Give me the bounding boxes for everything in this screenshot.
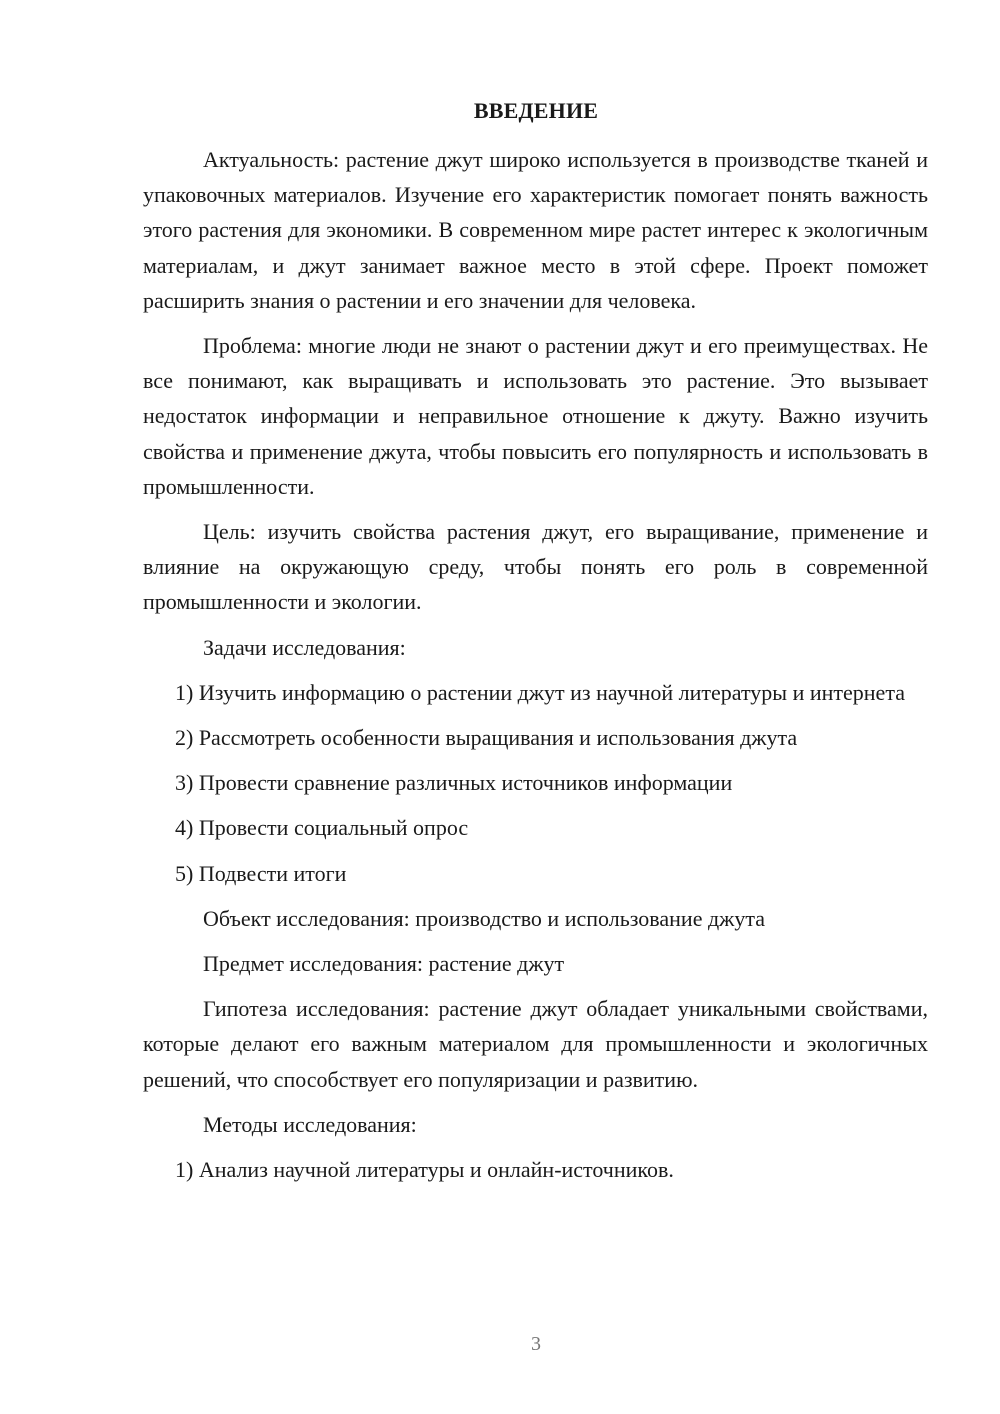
paragraph-relevance: Актуальность: растение джут широко используется в производстве тканей и упаковочных материалов. Изучение его характеристик помогает понять важность этого растения для экономики. В современном мире растет интерес к экологичным материалам, и джут занимает важное место в этой сфере. Проект поможет расширить знания о растении и его значении для человека. xyxy=(143,147,928,313)
task-item-5: 5) Подвести итоги xyxy=(175,860,347,886)
paragraph-hypothesis: Гипотеза исследования: растение джут обладает уникальными свойствами, которые делают его важным материалом для промышленности и экологичных решений, что способствует его популяризации и развитию. xyxy=(143,996,928,1092)
task-item-1: 1) Изучить информацию о растении джут из научной литературы и интернета xyxy=(175,679,905,705)
paragraph-problem: Проблема: многие люди не знают о растении джут и его преимуществах. Не все понимают, как выращивать и использовать это растение. Это вызывает недостаток информации и неправильное отношение к джуту. Важно изучить свойства и применение джута, чтобы повысить его популярность и использовать в промышленности. xyxy=(143,333,928,499)
paragraph-subject: Предмет исследования: растение джут xyxy=(203,951,565,977)
task-item-3: 3) Провести сравнение различных источников информации xyxy=(175,770,733,796)
page-number: 3 xyxy=(531,1333,541,1355)
method-item-1: 1) Анализ научной литературы и онлайн-источников. xyxy=(175,1157,674,1183)
paragraph-goal: Цель: изучить свойства растения джут, его выращивание, применение и влияние на окружающую среду, чтобы понять его роль в современной промышленности и экологии. xyxy=(143,519,928,615)
paragraph-object: Объект исследования: производство и использование джута xyxy=(203,905,766,931)
task-item-2: 2) Рассмотреть особенности выращивания и использования джута xyxy=(175,725,798,751)
document-body xyxy=(143,142,928,1187)
methods-heading: Методы исследования: xyxy=(203,1111,417,1137)
page-title: ВВЕДЕНИЕ xyxy=(473,98,599,123)
task-item-4: 4) Провести социальный опрос xyxy=(175,815,469,841)
tasks-heading: Задачи исследования: xyxy=(203,634,406,660)
